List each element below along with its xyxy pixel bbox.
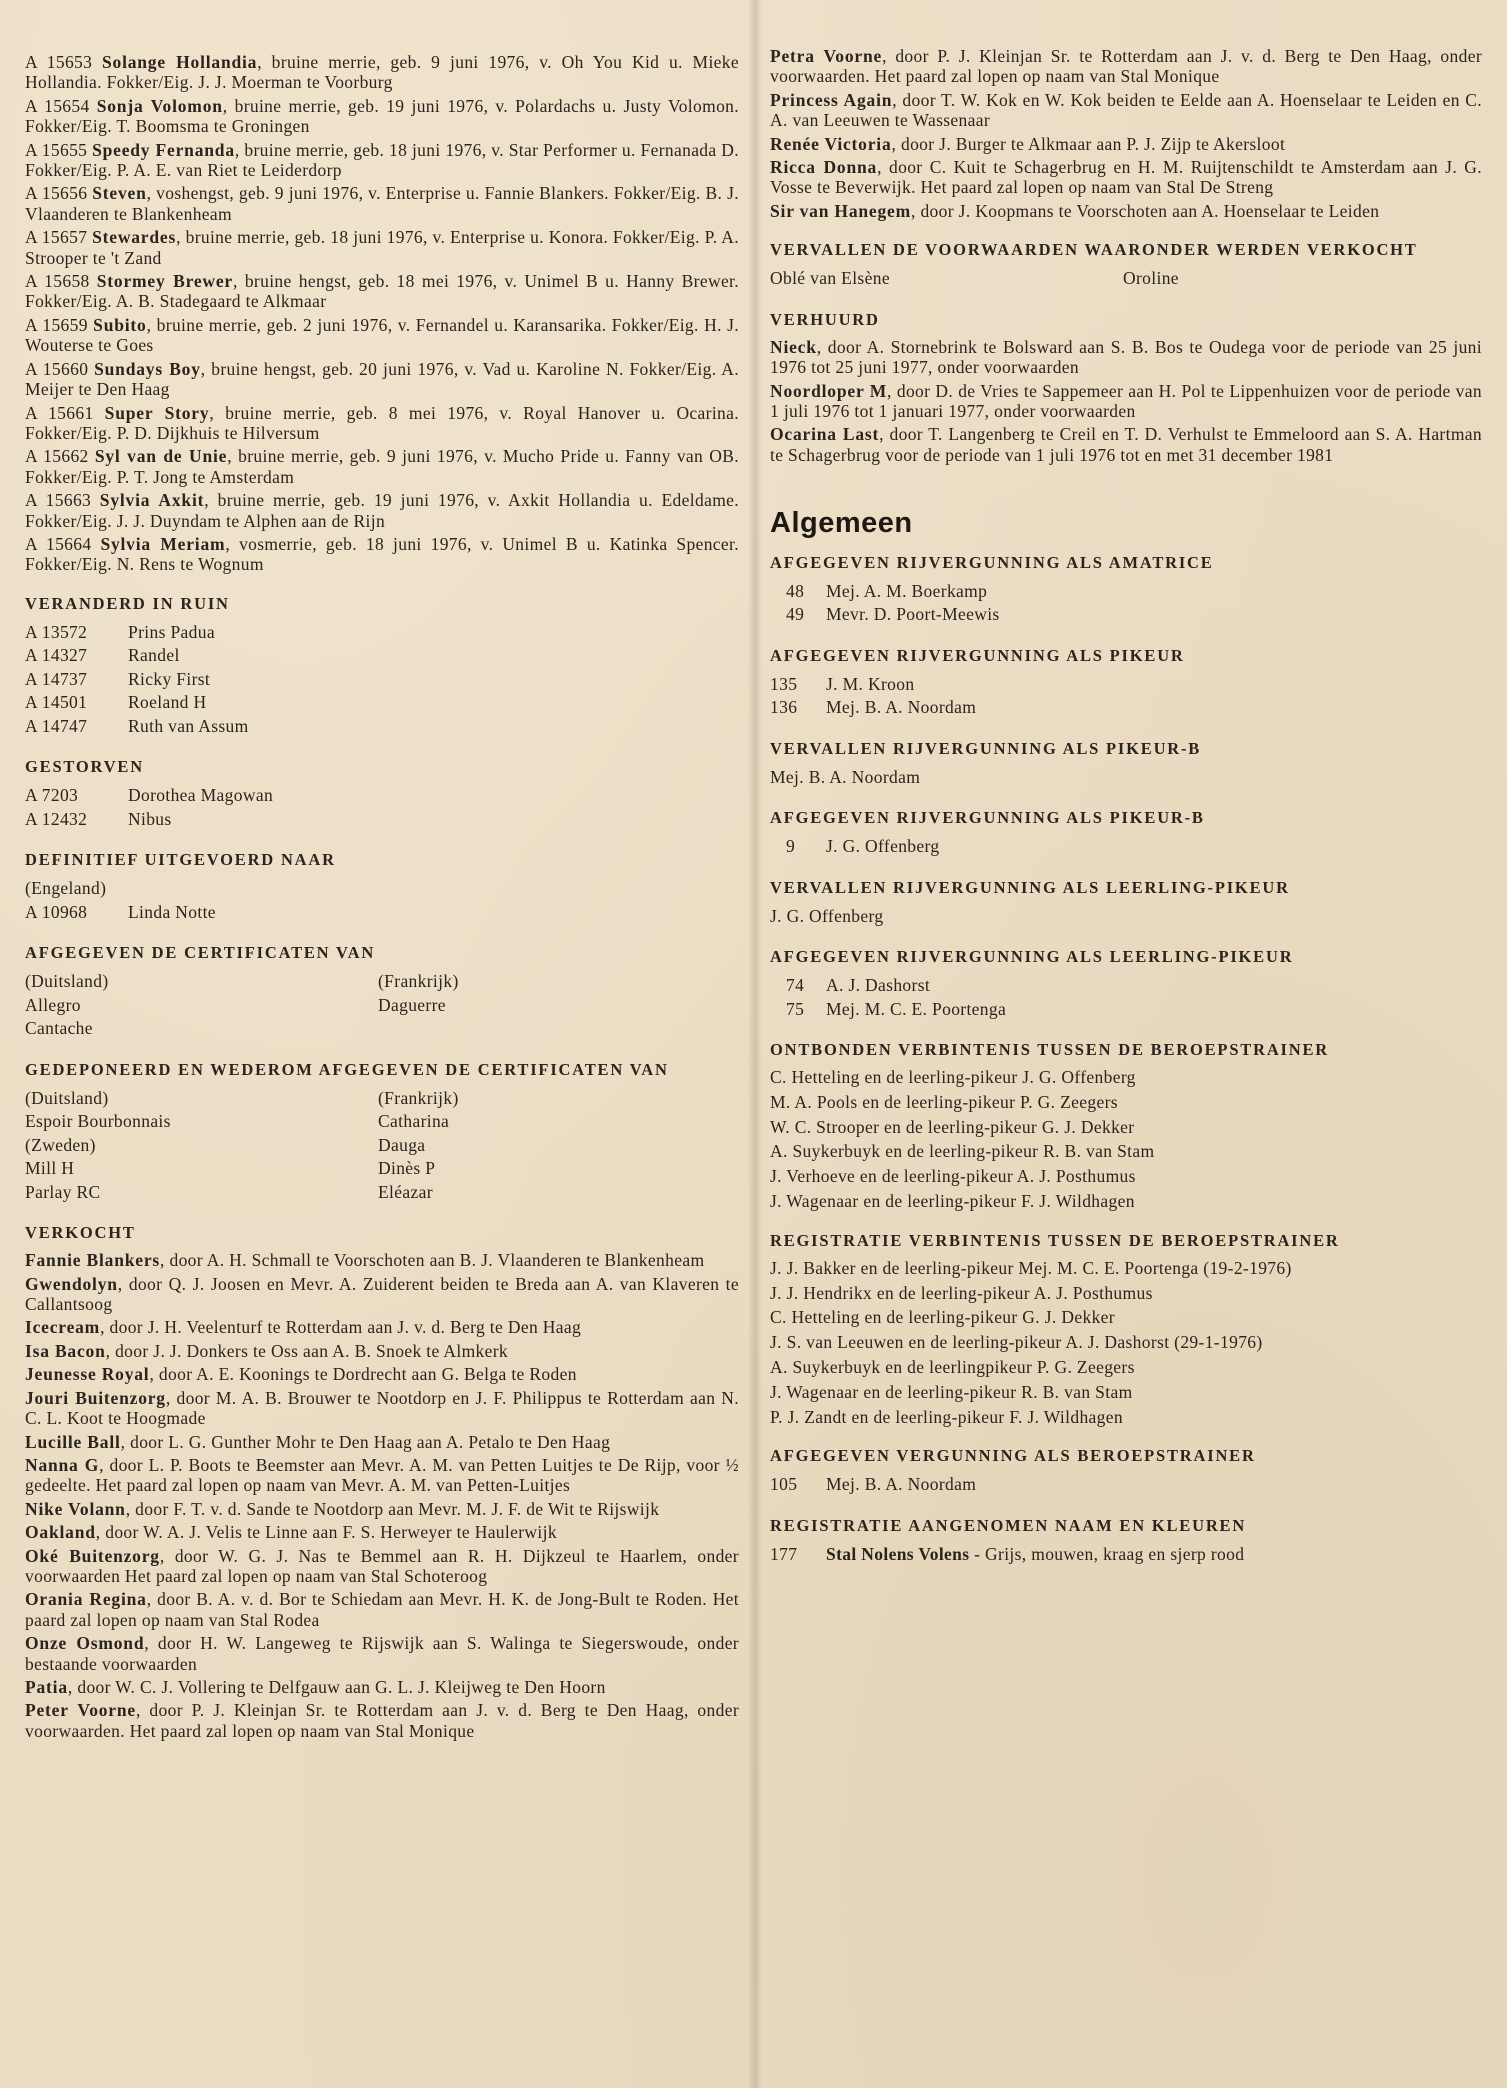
item-number: 49 <box>786 604 805 625</box>
item-text: , door D. de Vries te Sappemeer aan H. Pol te Lippenhuizen voor de periode van 1 juli 1976 tot 1 januari 1977, onder voorwaarden <box>770 380 1482 421</box>
horse-name: Lucille Ball <box>25 1431 121 1452</box>
registration-text: , bruine merrie, geb. 8 mei 1976, v. Royal Hanover u. Ocarina. Fokker/Eig. P. D. Dijkhuis te Hilversum <box>25 402 739 443</box>
deposited-item: Dauga <box>378 1134 426 1155</box>
general-heading: Algemeen <box>770 507 913 540</box>
list-item <box>25 1364 739 1384</box>
item-name: Mevr. D. Poort-Meewis <box>826 604 1000 625</box>
item-id: A 13572 <box>25 621 88 642</box>
list-item <box>770 673 1482 697</box>
list-item <box>770 1473 1482 1497</box>
horse-name: Sonja Volomon <box>96 95 223 116</box>
section-title-certs: AFGEGEVEN DE CERTIFICATEN VAN <box>25 943 376 963</box>
registration-entry <box>25 315 739 356</box>
item-text: , door W. A. J. Velis te Linne aan F. S. Herweyer te Haulerwijk <box>95 1522 557 1543</box>
deposited-item: Eléazar <box>378 1181 433 1202</box>
horse-name: Princess Again <box>770 89 893 110</box>
section-title-registered: REGISTRATIE VERBINTENIS TUSSEN DE BEROEPSTRAINER <box>770 1230 1340 1250</box>
registration-text: , bruine merrie, geb. 9 juni 1976, v. Oh You Kid u. Mieke Hollandia. Fokker/Eig. J. J. Moerman te Voorburg <box>25 52 739 93</box>
ruin-list <box>25 621 739 739</box>
horse-name: Speedy Fernanda <box>92 139 235 160</box>
list-item <box>770 157 1482 198</box>
horse-name: Patia <box>25 1676 68 1697</box>
registration-text: , bruine merrie, geb. 18 juni 1976, v. Enterprise u. Konora. Fokker/Eig. P. A. Strooper te 't Zand <box>25 227 739 268</box>
section-title-expired-leerling: VERVALLEN RIJVERGUNNING ALS LEERLING-PIKEUR <box>770 877 1290 897</box>
item-text: , door P. J. Kleinjan Sr. te Rotterdam aan J. v. d. Berg te Den Haag, onder voorwaarden. Het paard zal lopen op naam van Stal Monique <box>770 46 1482 87</box>
section-title-leerling: AFGEGEVEN RIJVERGUNNING ALS LEERLING-PIKEUR <box>770 947 1294 967</box>
list-item <box>770 201 1482 221</box>
list-item: A. Suykerbuyk en de leerlingpikeur P. G. Zeegers <box>770 1357 1135 1378</box>
list-item <box>25 1388 739 1429</box>
list-item <box>770 998 1482 1022</box>
item-text: , door A. E. Koonings te Dordrecht aan G. Belga te Roden <box>149 1364 577 1385</box>
list-item: W. C. Strooper en de leerling-pikeur G. J. Dekker <box>770 1116 1135 1137</box>
item-text: , door W. G. J. Nas te Bemmel aan R. H. Dijkzeul te Haarlem, onder voorwaarden Het paard zal lopen op naam van Stal Schoteroog <box>25 1545 739 1586</box>
right-column <box>770 46 1482 2066</box>
horse-name: Gwendolyn <box>25 1273 118 1294</box>
item-text: , door J. H. Veelenturf te Rotterdam aan J. v. d. Berg te Den Haag <box>100 1317 582 1338</box>
page-fold <box>748 0 762 2088</box>
item-text: , door H. W. Langeweg te Rijswijk aan S. Walinga te Siegerswoude, onder bestaande voorwaarden <box>25 1633 739 1674</box>
section-title-exported: DEFINITIEF UITGEVOERD NAAR <box>25 850 336 870</box>
colours-description: - Grijs, mouwen, kraag en sjerp rood <box>969 1543 1245 1564</box>
horse-name: Ricca Donna <box>770 157 878 178</box>
list-item <box>25 1432 739 1452</box>
registration-entry <box>25 490 739 531</box>
registration-id: A 15662 <box>25 446 89 467</box>
horse-name: Onze Osmond <box>25 1633 145 1654</box>
registration-text: , bruine merrie, geb. 18 juni 1976, v. Star Performer u. Fernanada D. Fokker/Eig. P. A. E. van Riet te Leiderdorp <box>25 139 739 181</box>
horse-name: Nieck <box>770 336 817 357</box>
item-number: 74 <box>786 975 805 996</box>
section-title-sold: VERKOCHT <box>25 1223 136 1243</box>
item-text: , door J. Koopmans te Voorschoten aan A. Hoenselaar te Leiden <box>911 200 1380 221</box>
item-name: Randel <box>128 645 180 666</box>
item-text: , door J. Burger te Alkmaar aan P. J. Zijp te Akersloot <box>891 133 1286 154</box>
list-item <box>25 1700 739 1741</box>
horse-name: Jouri Buitenzorg <box>25 1387 166 1408</box>
registration-id: A 15655 <box>25 139 88 160</box>
list-item <box>25 1317 739 1337</box>
registration-text: , bruine merrie, geb. 9 juni 1976, v. Mucho Pride u. Fanny van OB. Fokker/Eig. P. T. Jong te Amsterdam <box>25 446 739 487</box>
list-item: A. Suykerbuyk en de leerling-pikeur R. B. van Stam <box>770 1141 1155 1162</box>
list-item: C. Hetteling en de leerling-pikeur G. J. Dekker <box>770 1307 1115 1328</box>
registration-entry <box>25 534 739 575</box>
horse-name: Isa Bacon <box>25 1340 106 1361</box>
item-text: , door J. J. Donkers te Oss aan A. B. Snoek te Almkerk <box>105 1340 509 1361</box>
list-item <box>770 603 1482 627</box>
registration-id: A 15658 <box>25 271 90 292</box>
registration-id: A 15659 <box>25 314 88 335</box>
registration-list <box>25 52 739 575</box>
list-item <box>770 974 1482 998</box>
registration-entry <box>25 52 739 93</box>
item-name: Prins Padua <box>128 621 215 642</box>
item-id: A 10968 <box>25 901 88 922</box>
section-title-amatrice: AFGEGEVEN RIJVERGUNNING ALS AMATRICE <box>770 552 1214 572</box>
section-title-died: GESTORVEN <box>25 757 144 777</box>
horse-name: Renée Victoria <box>770 133 892 154</box>
exported-list <box>25 901 739 925</box>
list-item <box>25 668 739 692</box>
item-name: J. G. Offenberg <box>826 836 940 857</box>
item-number: 75 <box>786 998 805 1019</box>
item-text: , door L. G. Gunther Mohr te Den Haag aan A. Petalo te Den Haag <box>120 1431 611 1452</box>
list-item <box>25 1341 739 1361</box>
list-item <box>25 691 739 715</box>
colours-stable-name: Stal Nolens Volens <box>826 1543 970 1564</box>
certs-country-de: (Duitsland) <box>25 971 109 992</box>
item-name: Nibus <box>128 808 172 829</box>
registration-entry <box>25 96 739 137</box>
list-item <box>25 1274 739 1315</box>
sold-continued-list <box>770 46 1482 221</box>
cert-item: Cantache <box>25 1018 93 1039</box>
horse-name: Petra Voorne <box>770 46 883 66</box>
list-item <box>25 621 739 645</box>
list-item <box>25 1677 739 1697</box>
list-item <box>770 835 1482 859</box>
horse-name: Super Story <box>104 402 210 423</box>
registration-text: , bruine merrie, geb. 19 juni 1976, v. Axkit Hollandia u. Edeldame. Fokker/Eig. J. J. Duyndam te Alphen aan de Rijn <box>25 490 739 531</box>
list-item: P. J. Zandt en de leerling-pikeur F. J. Wildhagen <box>770 1406 1123 1427</box>
registration-id: A 15657 <box>25 227 88 248</box>
registration-text: , bruine merrie, geb. 2 juni 1976, v. Fernandel u. Karansarika. Fokker/Eig. H. J. Wouterse te Goes <box>25 314 739 356</box>
registration-entry <box>25 183 739 224</box>
deposited-grid <box>25 1087 739 1205</box>
colours-text <box>826 1543 1244 1567</box>
deposited-item: Dinès P <box>378 1158 436 1179</box>
horse-name: Sylvia Meriam <box>100 533 226 554</box>
horse-name: Nike Volann <box>25 1498 126 1519</box>
section-title-trainer-license: AFGEGEVEN VERGUNNING ALS BEROEPSTRAINER <box>770 1446 1256 1466</box>
certs-country-fr: (Frankrijk) <box>378 971 459 992</box>
colours-entry <box>770 1543 1482 1567</box>
section-title-expired-pikeur-b: VERVALLEN RIJVERGUNNING ALS PIKEUR-B <box>770 738 1202 758</box>
list-item: J. Wagenaar en de leerling-pikeur F. J. Wildhagen <box>770 1191 1135 1212</box>
pikeur-list <box>770 673 1482 720</box>
horse-name: Subito <box>93 314 147 335</box>
expired-item: Oblé van Elsène <box>770 268 890 289</box>
item-text: , door M. A. B. Brouwer te Nootdorp en J. F. Philippus te Rotterdam aan N. C. L. Koot te Hoogmade <box>25 1387 739 1429</box>
horse-name: Stewardes <box>92 227 177 248</box>
item-id: A 14501 <box>25 692 88 713</box>
registration-id: A 15660 <box>25 358 89 379</box>
deposited-item: Catharina <box>378 1111 450 1132</box>
list-item <box>770 381 1482 422</box>
item-number: 48 <box>786 580 805 601</box>
horse-name: Jeunesse Royal <box>25 1364 150 1385</box>
item-number: 136 <box>770 697 798 718</box>
horse-name: Noordloper M <box>770 380 888 401</box>
registration-id: A 15661 <box>25 402 94 423</box>
horse-name: Ocarina Last <box>770 424 880 445</box>
left-column <box>25 52 739 2072</box>
registration-text: , bruine hengst, geb. 18 mei 1976, v. Unimel B u. Hanny Brewer. Fokker/Eig. A. B. Stadegaard te Alkmaar <box>25 271 739 312</box>
list-item <box>25 808 739 832</box>
section-title-pikeur: AFGEGEVEN RIJVERGUNNING ALS PIKEUR <box>770 645 1185 665</box>
deposited-country-se: (Zweden) <box>25 1134 96 1155</box>
expired-leerling-item: J. G. Offenberg <box>770 905 884 926</box>
horse-name: Solange Hollandia <box>101 52 258 72</box>
item-name: Ruth van Assum <box>128 715 249 736</box>
item-text: , door B. A. v. d. Bor te Schiedam aan Mevr. H. K. de Jong-Bult te Roden. Het paard zal lopen op naam van Stal Rodea <box>25 1589 739 1630</box>
list-item <box>25 901 739 925</box>
list-item <box>25 715 739 739</box>
horse-name: Oké Buitenzorg <box>25 1545 160 1566</box>
registration-id: A 15653 <box>25 52 93 72</box>
certs-grid <box>25 970 739 1041</box>
item-name: Mej. M. C. E. Poortenga <box>826 998 1007 1019</box>
item-name: Linda Notte <box>128 901 216 922</box>
list-item: C. Hetteling en de leerling-pikeur J. G. Offenberg <box>770 1067 1136 1088</box>
deposited-country-fr: (Frankrijk) <box>378 1087 459 1108</box>
registration-text: , voshengst, geb. 9 juni 1976, v. Enterprise u. Fannie Blankers. Fokker/Eig. B. J. Vlaanderen te Blankenheam <box>25 183 739 224</box>
item-text: , door A. H. Schmall te Voorschoten aan B. J. Vlaanderen te Blankenheam <box>160 1250 705 1271</box>
section-title-expired: VERVALLEN DE VOORWAARDEN WAARONDER WERDEN VERKOCHT <box>770 240 1418 260</box>
deposited-country-de: (Duitsland) <box>25 1087 109 1108</box>
item-text: , door A. Stornebrink te Bolsward aan S. B. Bos te Oudega voor de periode van 25 juni 1976 tot 25 juni 1977, onder voorwaarden <box>770 336 1482 378</box>
item-id: A 14737 <box>25 668 88 689</box>
registration-entry <box>25 359 739 400</box>
section-title-colours: REGISTRATIE AANGENOMEN NAAM EN KLEUREN <box>770 1515 1247 1535</box>
leased-list <box>770 337 1482 465</box>
list-item <box>25 784 739 808</box>
registered-list <box>770 1258 1482 1428</box>
registration-entry <box>25 227 739 268</box>
registration-id: A 15654 <box>25 95 90 116</box>
leerling-list <box>770 974 1482 1021</box>
registration-entry <box>25 140 739 181</box>
item-text: , door L. P. Boots te Beemster aan Mevr. A. M. van Petten Luitjes te De Rijp, voor ½ gedeelte. Het paard zal lopen op naam van Mevr. A. M. van Petten-Luitjes <box>25 1454 739 1496</box>
list-item: J. J. Hendrikx en de leerling-pikeur A. J. Posthumus <box>770 1282 1153 1303</box>
list-item <box>25 1546 739 1587</box>
list-item <box>770 580 1482 604</box>
item-text: , door T. W. Kok en W. Kok beiden te Eelde aan A. Hoenselaar te Leiden en C. A. van Leeuwen te Wassenaar <box>770 89 1482 131</box>
list-item <box>770 424 1482 465</box>
registration-entry <box>25 271 739 312</box>
horse-name: Nanna G <box>25 1454 100 1475</box>
item-name: J. M. Kroon <box>826 673 915 694</box>
item-number: 135 <box>770 673 798 694</box>
list-item <box>770 696 1482 720</box>
list-item <box>25 644 739 668</box>
trainer-license-list <box>770 1473 1482 1497</box>
list-item: M. A. Pools en de leerling-pikeur P. G. Zeegers <box>770 1091 1118 1112</box>
deposited-item: Mill H <box>25 1158 75 1179</box>
item-text: , door P. J. Kleinjan Sr. te Rotterdam aan J. v. d. Berg te Den Haag, onder voorwaarden. Het paard zal lopen op naam van Stal Monique <box>25 1700 739 1741</box>
item-id: A 12432 <box>25 808 88 829</box>
item-text: , door F. T. v. d. Sande te Nootdorp aan Mevr. M. J. F. de Wit te Rijswijk <box>125 1498 660 1519</box>
section-title-deposited: GEDEPONEERD EN WEDEROM AFGEGEVEN DE CERTIFICATEN VAN <box>25 1059 669 1079</box>
deposited-item: Espoir Bourbonnais <box>25 1111 171 1132</box>
item-name: Mej. B. A. Noordam <box>826 697 977 718</box>
list-item <box>770 90 1482 131</box>
pikeur-b-list <box>770 835 1482 859</box>
item-number: 105 <box>770 1474 798 1495</box>
item-name: Mej. B. A. Noordam <box>826 1474 977 1495</box>
horse-name: Peter Voorne <box>25 1700 136 1721</box>
registration-id: A 15664 <box>25 533 92 554</box>
horse-name: Sundays Boy <box>94 358 201 379</box>
item-name: Mej. A. M. Boerkamp <box>826 580 988 601</box>
registration-entry <box>25 446 739 487</box>
item-name: Dorothea Magowan <box>128 785 274 806</box>
horse-name: Orania Regina <box>25 1589 147 1610</box>
section-title-leased: VERHUURD <box>770 309 880 329</box>
list-item <box>25 1633 739 1674</box>
dissolved-list <box>770 1067 1482 1212</box>
item-id: A 14327 <box>25 645 88 666</box>
expired-item: Oroline <box>1123 268 1179 289</box>
item-name: Roeland H <box>128 692 207 713</box>
list-item <box>25 1589 739 1630</box>
section-title-dissolved: ONTBONDEN VERBINTENIS TUSSEN DE BEROEPSTRAINER <box>770 1040 1329 1060</box>
horse-name: Fannie Blankers <box>25 1250 161 1271</box>
registration-id: A 15663 <box>25 490 92 511</box>
item-id: A 7203 <box>25 785 79 806</box>
exported-country: (Engeland) <box>25 878 107 899</box>
list-item: J. Verhoeve en de leerling-pikeur A. J. Posthumus <box>770 1166 1136 1187</box>
list-item <box>770 337 1482 378</box>
item-name: Ricky First <box>128 668 211 689</box>
registration-id: A 15656 <box>25 183 88 204</box>
registration-entry <box>25 403 739 444</box>
horse-name: Icecream <box>25 1317 101 1338</box>
item-number: 9 <box>786 836 796 857</box>
list-item: J. S. van Leeuwen en de leerling-pikeur A. J. Dashorst (29-1-1976) <box>770 1332 1263 1353</box>
list-item <box>25 1250 739 1270</box>
section-title-pikeur-b: AFGEGEVEN RIJVERGUNNING ALS PIKEUR-B <box>770 808 1205 828</box>
registration-text: , bruine merrie, geb. 19 juni 1976, v. Polardachs u. Justy Volomon. Fokker/Eig. T. Boomsma te Groningen <box>25 95 739 137</box>
list-item <box>770 134 1482 154</box>
item-name: A. J. Dashorst <box>826 975 931 996</box>
died-list <box>25 784 739 831</box>
horse-name: Sir van Hanegem <box>770 200 911 221</box>
registration-text: , vosmerrie, geb. 18 juni 1976, v. Unimel B u. Katinka Spencer. Fokker/Eig. N. Rens te Wognum <box>25 533 739 575</box>
registration-text: , bruine hengst, geb. 20 juni 1976, v. Vad u. Karoline N. Fokker/Eig. A. Meijer te Den Haag <box>25 358 739 400</box>
sold-list <box>25 1250 739 1741</box>
item-text: , door T. Langenberg te Creil en T. D. Verhulst te Emmeloord aan S. A. Hartman te Schagerbrug voor de periode van 1 juli 1976 tot en met 31 december 1981 <box>770 424 1482 465</box>
section-title-ruin: VERANDERD IN RUIN <box>25 593 230 613</box>
horse-name: Sylvia Axkit <box>99 490 205 511</box>
list-item <box>25 1455 739 1496</box>
colours-number: 177 <box>770 1543 798 1564</box>
amatrice-list <box>770 580 1482 627</box>
list-item <box>25 1522 739 1542</box>
cert-item: Allegro <box>25 994 81 1015</box>
horse-name: Oakland <box>25 1522 96 1543</box>
list-item: J. Wagenaar en de leerling-pikeur R. B. van Stam <box>770 1381 1133 1402</box>
horse-name: Stormey Brewer <box>96 271 233 292</box>
horse-name: Steven <box>92 183 147 204</box>
list-item <box>25 1499 739 1519</box>
expired-grid <box>770 267 1482 291</box>
cert-item: Daguerre <box>378 994 446 1015</box>
expired-pikeur-b-item: Mej. B. A. Noordam <box>770 766 921 787</box>
item-id: A 14747 <box>25 715 88 736</box>
item-text: , door C. Kuit te Schagerbrug en H. M. Ruijtenschildt te Amsterdam aan J. G. Vosse te Beverwijk. Het paard zal lopen op naam van Stal De Streng <box>770 157 1482 198</box>
horse-name: Syl van de Unie <box>94 446 228 467</box>
deposited-item: Parlay RC <box>25 1181 101 1202</box>
list-item <box>770 46 1482 87</box>
list-item: J. J. Bakker en de leerling-pikeur Mej. M. C. E. Poortenga (19-2-1976) <box>770 1257 1292 1278</box>
item-text: , door Q. J. Joosen en Mevr. A. Zuiderent beiden te Breda aan A. van Klaveren te Callantsoog <box>25 1273 739 1315</box>
item-text: , door W. C. J. Vollering te Delfgauw aan G. L. J. Kleijweg te Den Hoorn <box>67 1676 606 1697</box>
